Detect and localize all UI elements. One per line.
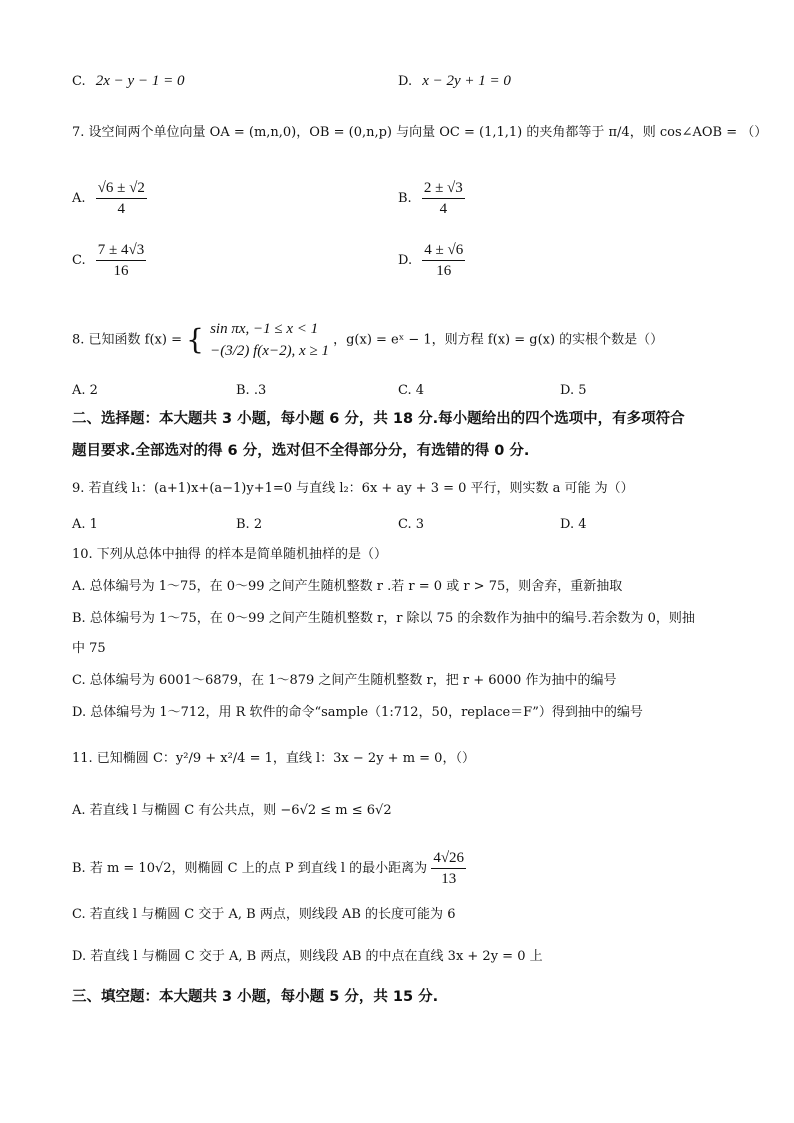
- q9-stem: 9. 若直线 l₁：(a+1)x+(a−1)y+1=0 与直线 l₂：6x + ay + 3 = 0 平行，则实数 a 可能 为（）: [72, 481, 634, 496]
- section-2-heading-line1: 二、选择题：本大题共 3 小题，每小题 6 分，共 18 分.每小题给出的四个选项中，有多项符合: [72, 411, 685, 427]
- q6-option-d-expr: x − 2y + 1 = 0: [422, 73, 511, 89]
- q7-option-b: B. $\frac{2 \pm √3}{4}$: [398, 180, 463, 217]
- q8-option-c: C. 4: [398, 383, 425, 398]
- q11-option-b-fraction: $\frac{4√26}{13}$: [433, 850, 465, 887]
- q6-option-c-expr: 2x − y − 1 = 0: [95, 73, 185, 89]
- q10-stem: 10. 下列从总体中抽得 的样本是简单随机抽样的是（）: [72, 547, 387, 562]
- q11-option-c: C. 若直线 l 与椭圆 C 交于 A, B 两点，则线段 AB 的长度可能为 6: [72, 907, 456, 922]
- q9-option-c: C. 3: [398, 517, 425, 532]
- q9-option-b: B. 2: [236, 517, 263, 532]
- q11-option-b: B. 若 m = 10√2，则椭圆 C 上的点 P 到直线 l 的最小距离为 $\frac{4√26}{13}$: [72, 850, 465, 887]
- q6-option-c: C. 2x − y − 1 = 0: [72, 73, 185, 89]
- q7-option-a-fraction: $\frac{√6 \pm √2}{4}$: [97, 180, 145, 217]
- q9-option-d: D. 4: [560, 517, 587, 532]
- section-2-heading-line2: 题目要求.全部选对的得 6 分，选对但不全得部分分，有选错的得 0 分.: [72, 443, 530, 459]
- q7-stem: 7. 设空间两个单位向量 OA = (m,n,0)，OB = (0,n,p) 与向量 OC = (1,1,1) 的夹角都等于 π/4，则 cos∠AOB = （）: [72, 125, 768, 140]
- q8-option-b: B. .3: [236, 383, 267, 398]
- brace-icon: {: [186, 323, 204, 356]
- q8-option-d: D. 5: [560, 383, 587, 398]
- q7-option-d: D. $\frac{4 \pm √6}{16}$: [398, 242, 464, 279]
- q8-option-a: A. 2: [72, 383, 98, 398]
- q7-option-a: A. $\frac{√6 \pm √2}{4}$: [72, 180, 145, 217]
- q7-option-c-fraction: $\frac{7 \pm 4√3}{16}$: [97, 242, 145, 279]
- q9-option-a: A. 1: [72, 517, 98, 532]
- q7-option-b-fraction: $\frac{2 \pm √3}{4}$: [423, 180, 463, 217]
- q11-option-a: A. 若直线 l 与椭圆 C 有公共点，则 −6√2 ≤ m ≤ 6√2: [72, 803, 392, 818]
- q6-option-d: D. x − 2y + 1 = 0: [398, 73, 511, 89]
- q10-option-b-line1: B. 总体编号为 1～75，在 0～99 之间产生随机整数 r，r 除以 75 的余数作为抽中的编号.若余数为 0，则抽: [72, 611, 695, 626]
- q11-option-d: D. 若直线 l 与椭圆 C 交于 A, B 两点，则线段 AB 的中点在直线 3x + 2y = 0 上: [72, 949, 543, 964]
- q8-stem: 8. 已知函数 f(x) = { sin πx, −1 ≤ x < 1 −(3/2) f(x−2), x ≥ 1 ，g(x) = eˣ − 1，则方程 f(x) = g(x) 的实根个数是（）: [72, 318, 663, 362]
- q10-option-d: D. 总体编号为 1～712，用 R 软件的命令“sample（1:712，50，replace＝F”）得到抽中的编号: [72, 705, 643, 720]
- q10-option-b-line2: 中 75: [72, 641, 106, 656]
- q10-option-c: C. 总体编号为 6001～6879，在 1～879 之间产生随机整数 r，把 r + 6000 作为抽中的编号: [72, 673, 617, 688]
- q11-stem: 11. 已知椭圆 C：y²/9 + x²/4 = 1，直线 l：3x − 2y + m = 0，（）: [72, 751, 475, 766]
- section-3-heading: 三、填空题：本大题共 3 小题，每小题 5 分，共 15 分.: [72, 989, 439, 1005]
- q8-piecewise: sin πx, −1 ≤ x < 1 −(3/2) f(x−2), x ≥ 1: [210, 321, 329, 359]
- q10-option-a: A. 总体编号为 1～75，在 0～99 之间产生随机整数 r .若 r = 0 或 r > 75，则舍弃，重新抽取: [72, 579, 623, 594]
- q7-option-d-fraction: $\frac{4 \pm √6}{16}$: [424, 242, 464, 279]
- q7-option-c: C. $\frac{7 \pm 4√3}{16}$: [72, 242, 145, 279]
